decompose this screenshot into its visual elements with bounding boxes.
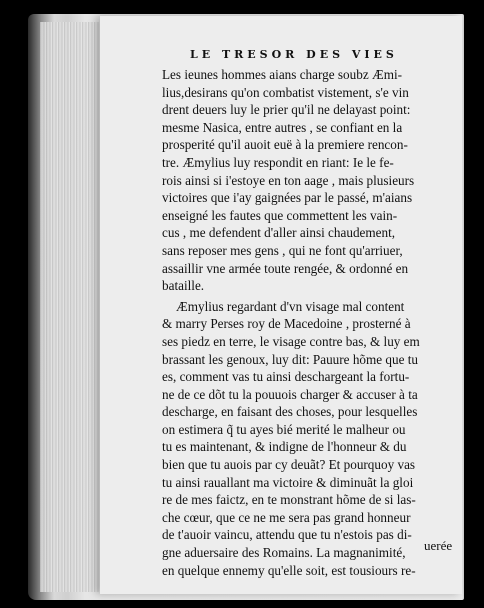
text-line: tu ainsi rauallant ma victoire & diminuãt la gloi [162,474,414,490]
text-line: brassant les genoux, luy dit: Pauure hõme que tu [162,351,419,367]
text-line: prosperité qu'il auoit euë à la premiere rencon- [162,137,408,153]
body-text [162,66,462,579]
text-line: rois ainsi si i'estoye en ton aage , mais plusieurs [162,172,415,188]
text-line: tu es maintenant, & indigne de l'honneur & du [162,439,407,455]
running-head: LE TRESOR DES VIES [190,48,398,61]
text-line: on estimera q̃ tu ayes bié merité le malheur ou [162,421,406,437]
paragraph-2-body [162,315,462,579]
text-line: Les ieunes hommes aians charge soubz Æmi- [162,67,403,82]
right-shadow [462,0,484,608]
text-line: ses piedz en terre, le visage contre bas, & luy em [162,333,420,349]
text-line: de t'auoir vaincu, attendu que tu n'estois pas di- [162,527,412,543]
text-line: cus , me defendent d'aller ainsi chaudement, [162,225,396,241]
text-line: & marry Perses roy de Macedoine , prosterné à [162,316,411,332]
paragraph-1 [162,66,462,295]
text-line: drent deuers luy le prier qu'il ne delayast point: [162,102,411,118]
text-line: re de mes faictz, en te monstrant hõme de si las- [162,492,416,508]
text-line: sans reposer mes gens , qui ne font qu'arriuer, [162,242,403,258]
text-line: ne de ce dõt tu la pouuois charger & accuser à ta [162,386,418,402]
text-line: en quelque ennemy qu'elle soit, est tousiours re- [162,562,416,578]
text-line: bataille. [162,278,205,294]
paragraph-2 [162,298,462,316]
text-line: che cœur, que ce ne me sera pas grand honneur [162,509,411,525]
text-line: assaillir vne armée toute rengée, & ordonné en [162,260,409,276]
text-line: lius,desirans qu'on combatist vistement, s'e vin [162,84,409,100]
text-line: victoires que i'ay gaignées par le passé, m'aians [162,190,413,206]
text-line: Æmylius regardant d'vn visage mal content [176,298,405,314]
text-line: bien que tu auois par cy deuãt? Et pourquoy vas [162,457,416,473]
text-line: descharge, en faisant des choses, pour lesquelles [162,404,418,420]
text-line: mesme Nasica, entre autres , se confiant en la [162,119,403,135]
catchword: uerée [424,538,453,553]
text-line: es, comment vas tu ainsi deschargeant la fortu- [162,369,410,385]
text-line: enseigné les fautes que commettent les vain- [162,207,398,223]
text-line: gne aduersaire des Romains. La magnanimité, [162,545,406,561]
text-line: tre. Æmylius luy respondit en riant: Ie le fe- [162,154,394,170]
